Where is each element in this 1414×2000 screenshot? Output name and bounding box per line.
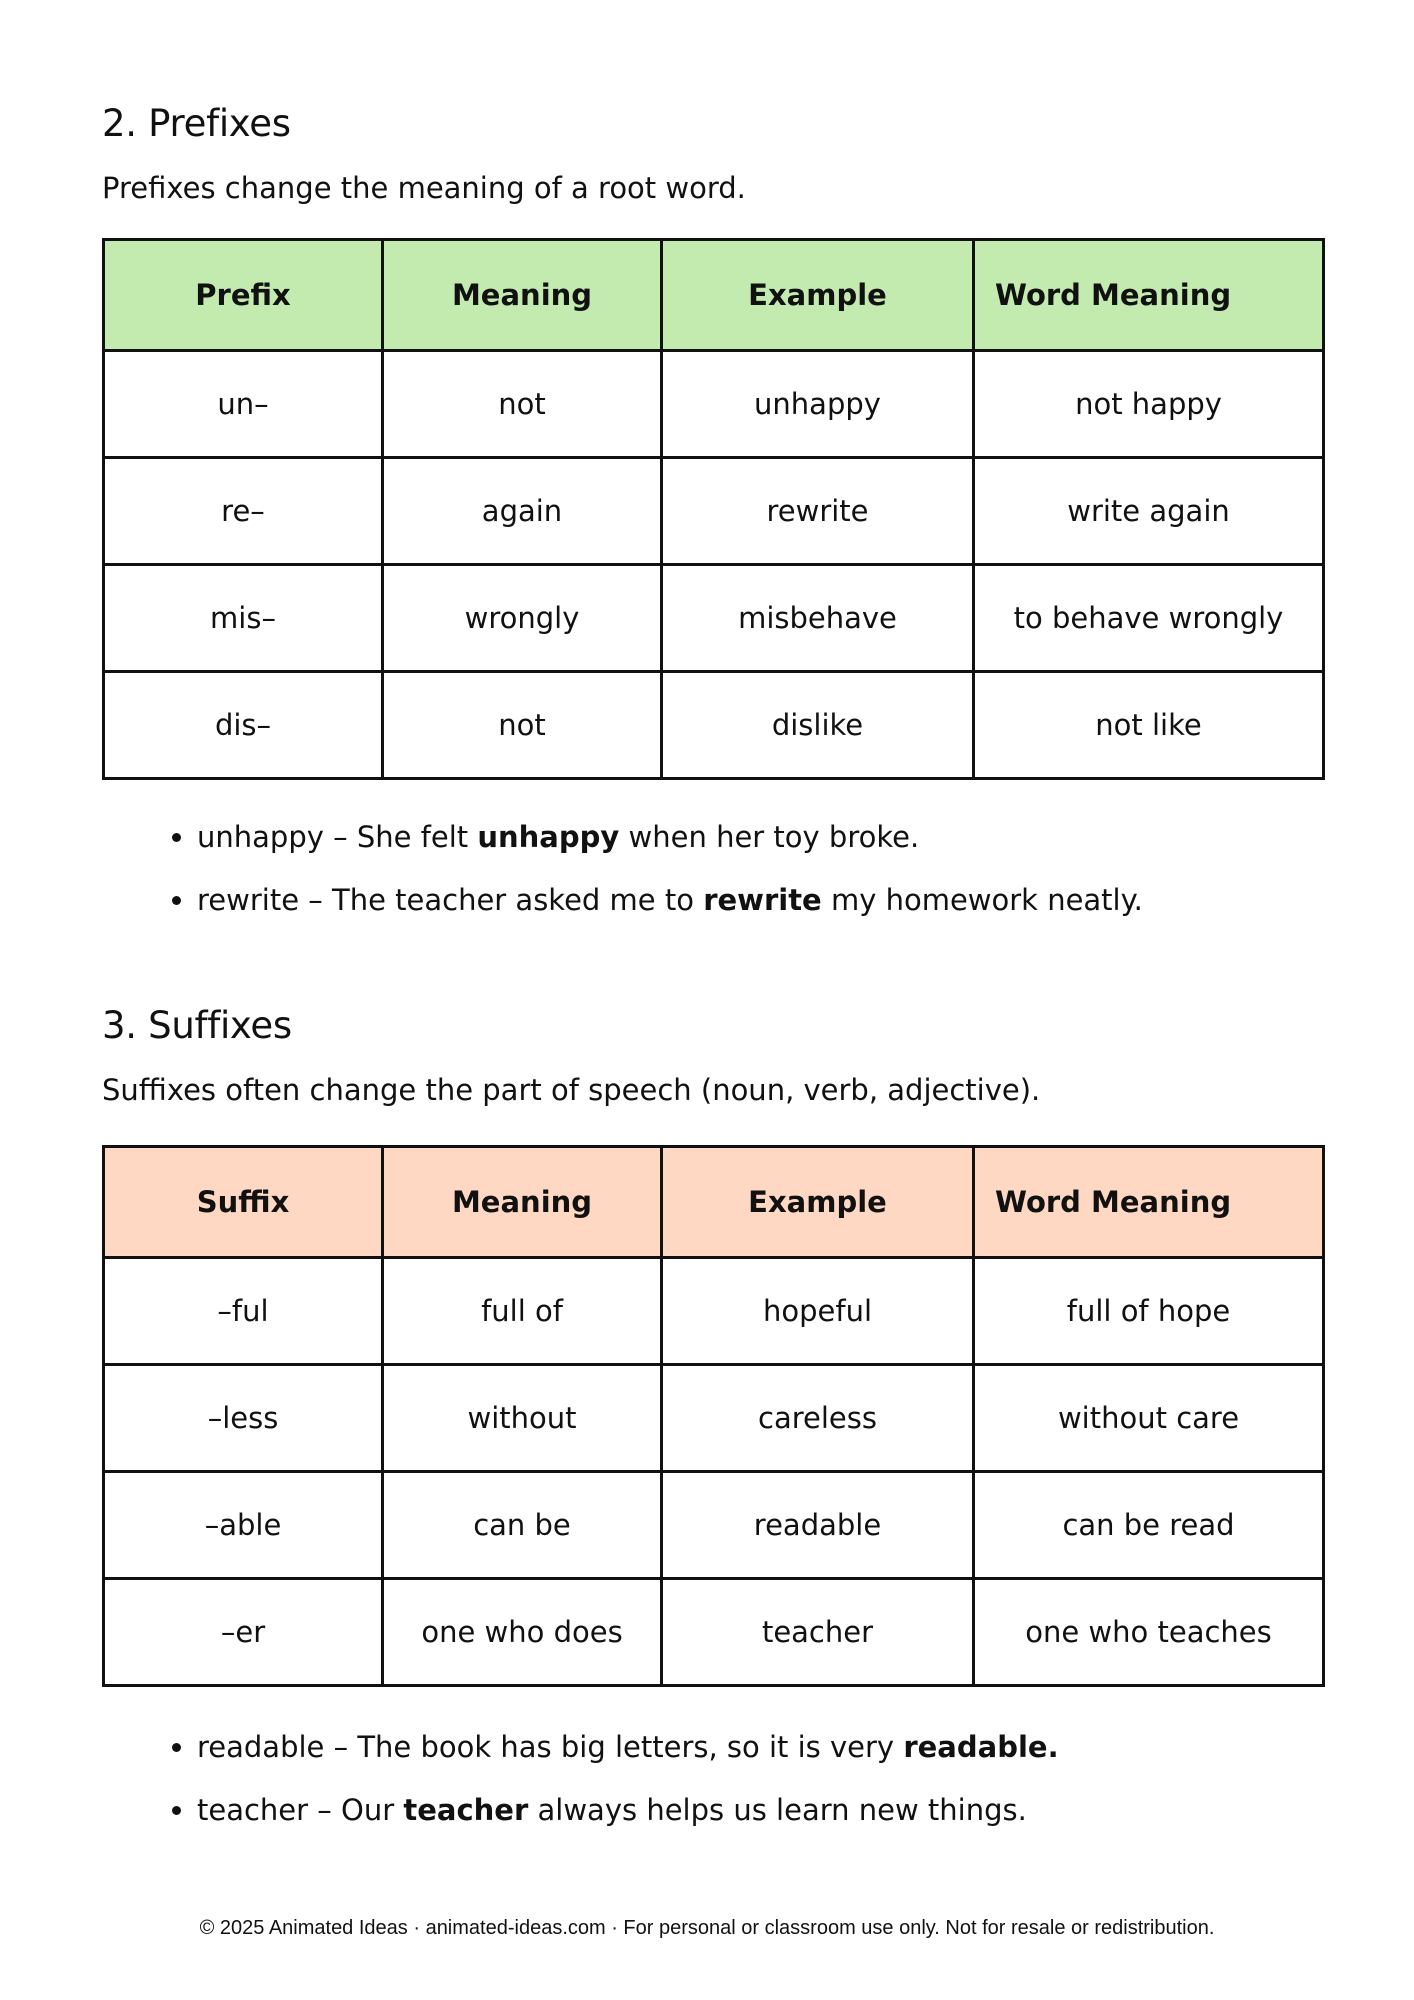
table-row (104, 1365, 1324, 1472)
table-cell: one who teaches (974, 1579, 1324, 1686)
table-row (104, 1579, 1324, 1686)
table-row (104, 1472, 1324, 1579)
list-item: • rewrite – The teacher asked me to rewrite my homework neatly. (197, 869, 1143, 932)
table-cell: unhappy (662, 351, 974, 458)
column-header: Word Meaning (974, 1147, 1324, 1258)
table-cell: –able (104, 1472, 383, 1579)
suffixes-table (102, 1145, 1325, 1687)
table-cell: teacher (662, 1579, 974, 1686)
list-item: • teacher – Our teacher always helps us learn new things. (197, 1779, 1059, 1842)
prefixes-title: 2. Prefixes (102, 102, 291, 145)
list-item: • readable – The book has big letters, so it is very readable. (197, 1716, 1059, 1779)
table-cell: dis– (104, 672, 383, 779)
prefixes-table (102, 238, 1325, 780)
column-header: Suffix (104, 1147, 383, 1258)
table-cell: full of hope (974, 1258, 1324, 1365)
column-header: Meaning (383, 240, 662, 351)
table-cell: careless (662, 1365, 974, 1472)
table-cell: rewrite (662, 458, 974, 565)
suffixes-intro: Suffixes often change the part of speech (noun, verb, adjective). (102, 1073, 1041, 1107)
table-cell: readable (662, 1472, 974, 1579)
table-cell: without care (974, 1365, 1324, 1472)
table-cell: not like (974, 672, 1324, 779)
prefixes-example-list (102, 806, 1143, 932)
suffixes-example-list (102, 1716, 1059, 1842)
list-item: • unhappy – She felt unhappy when her toy broke. (197, 806, 1143, 869)
column-header: Word Meaning (974, 240, 1324, 351)
column-header: Example (662, 240, 974, 351)
table-row (104, 1258, 1324, 1365)
table-header-row (104, 1147, 1324, 1258)
table-row (104, 458, 1324, 565)
table-cell: –less (104, 1365, 383, 1472)
prefixes-intro: Prefixes change the meaning of a root word. (102, 171, 746, 205)
table-row (104, 672, 1324, 779)
table-cell: wrongly (383, 565, 662, 672)
table-cell: not (383, 351, 662, 458)
table-cell: not (383, 672, 662, 779)
table-cell: full of (383, 1258, 662, 1365)
table-row (104, 351, 1324, 458)
table-row (104, 565, 1324, 672)
table-cell: can be (383, 1472, 662, 1579)
table-cell: mis– (104, 565, 383, 672)
table-cell: again (383, 458, 662, 565)
table-cell: dislike (662, 672, 974, 779)
column-header: Prefix (104, 240, 383, 351)
table-cell: misbehave (662, 565, 974, 672)
suffixes-title: 3. Suffixes (102, 1004, 292, 1047)
table-cell: without (383, 1365, 662, 1472)
table-cell: write again (974, 458, 1324, 565)
table-cell: un– (104, 351, 383, 458)
table-cell: hopeful (662, 1258, 974, 1365)
table-cell: –er (104, 1579, 383, 1686)
table-cell: not happy (974, 351, 1324, 458)
table-cell: re– (104, 458, 383, 565)
table-cell: one who does (383, 1579, 662, 1686)
column-header: Example (662, 1147, 974, 1258)
table-cell: to behave wrongly (974, 565, 1324, 672)
table-header-row (104, 240, 1324, 351)
copyright-footer: © 2025 Animated Ideas · animated-ideas.com · For personal or classroom use only. Not for resale or redistribution. (199, 1917, 1215, 1939)
column-header: Meaning (383, 1147, 662, 1258)
table-cell: can be read (974, 1472, 1324, 1579)
table-cell: –ful (104, 1258, 383, 1365)
